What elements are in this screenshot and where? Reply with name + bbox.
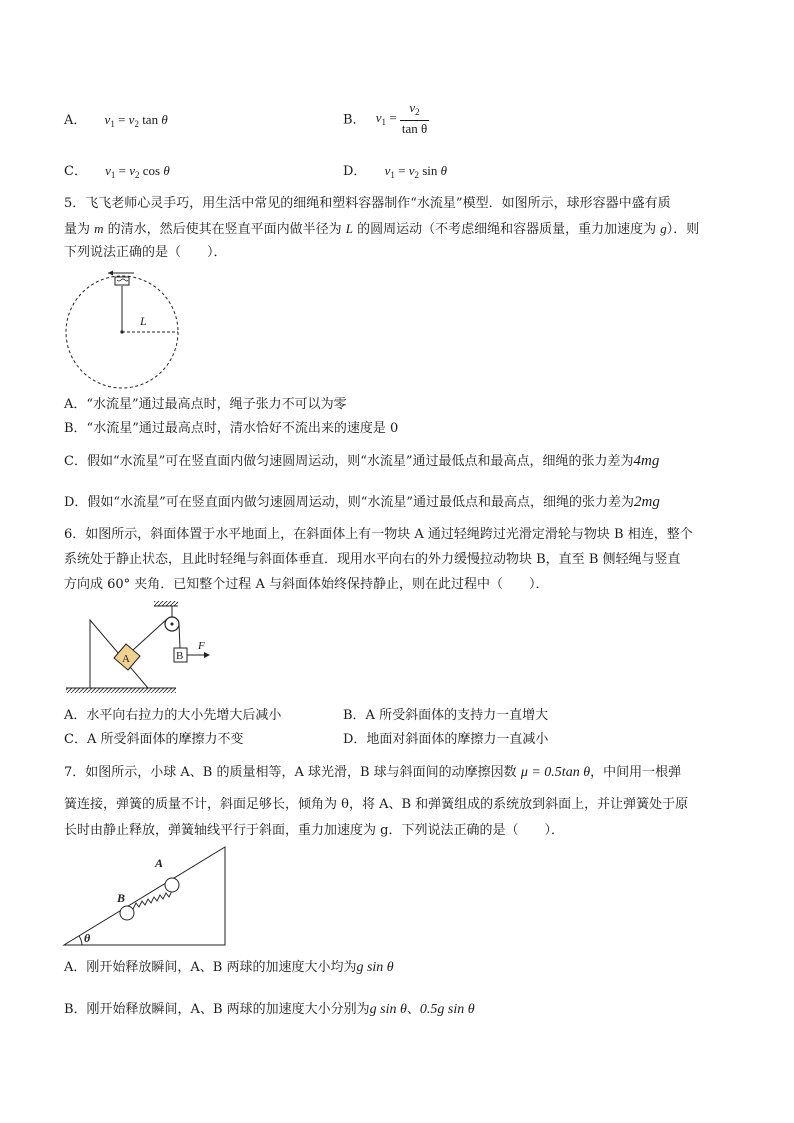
q7-option-b: B．刚开始释放瞬间，A、B 两球的加速度大小分别为g sin θ、0.5g sin θ: [64, 1002, 475, 1017]
q7-stem-line1: 7．如图所示，小球 A、B 的质量相等，A 球光滑，B 球与斜面间的动摩擦因数 μ = 0.5tan θ，中间用一根弹: [64, 765, 682, 780]
force-arrow-icon: [187, 652, 210, 658]
q4-option-c: [64, 160, 170, 180]
math-expression: $v_1$ =: [375, 109, 400, 127]
svg-text:B: B: [176, 650, 184, 662]
q6-option-a: A．水平向右拉力的大小先增大后减小: [64, 708, 282, 723]
container-icon: [115, 277, 129, 285]
q6-stem-line1: 6．如图所示，斜面体置于水平地面上，在斜面体上有一物块 A 通过轻绳跨过光滑定滑轮与物块 B 相连，整个: [64, 527, 693, 542]
ground: [66, 688, 176, 693]
incline-pulley-figure: [64, 600, 224, 700]
q5-option-d: D．假如“水流星”可在竖直面内做匀速圆周运动，则“水流星”通过最低点和最高点，细绳的张力差为2mg: [64, 494, 660, 510]
q5-option-b: B．“水流星”通过最高点时，清水恰好不流出来的速度是 0: [64, 421, 399, 436]
q5-stem-line2: 量为 m 的清水，然后使其在竖直平面内做半径为 L 的圆周运动（不考虑细绳和容器质量，重力加速度为 g）．则: [64, 221, 700, 237]
q6-option-c: C．A 所受斜面体的摩擦力不变: [64, 732, 244, 747]
center-point: [120, 330, 123, 333]
math-expression: $v_1 = v_2$ sin θ: [384, 163, 448, 180]
option-label: B．: [343, 112, 366, 128]
rope-b: [179, 624, 180, 648]
q6-stem-line2: 系统处于静止状态，且此时轻绳与斜面体垂直．现用水平向右的外力缓慢拉动物块 B，直至 B 侧轻绳与竖直: [64, 552, 681, 567]
q4-option-a: [64, 109, 168, 129]
q5-stem-line1: 5．飞飞老师心灵手巧，用生活中常见的细绳和塑料容器制作“水流星”模型．如图所示，球形容器中盛有质: [64, 196, 671, 211]
math-expression: $v_1 = v_2$ tan θ: [104, 112, 168, 129]
svg-text:A: A: [122, 653, 130, 665]
block-b: [174, 648, 187, 662]
option-label: C．: [64, 164, 87, 179]
q5-option-c: C．假如“水流星”可在竖直面内做匀速圆周运动，则“水流星”通过最低点和最高点，细绳的张力差为4mg: [64, 453, 660, 469]
q5-stem-line3: 下列说法正确的是（ ）．: [64, 245, 227, 260]
ball-a: [165, 878, 179, 892]
ceiling: [154, 601, 178, 606]
q6-option-d: D．地面对斜面体的摩擦力一直减小: [343, 732, 549, 747]
radius-label: L: [140, 314, 147, 328]
water-meteor-figure: [60, 268, 190, 393]
velocity-arrow-icon: [108, 271, 134, 276]
q6-option-b: B．A 所受斜面体的支持力一直增大: [343, 708, 549, 723]
option-label: A．: [64, 113, 87, 128]
force-label: F: [198, 640, 205, 652]
q4-option-d: [343, 160, 447, 180]
q7-stem-line3: 长时由静止释放，弹簧轴线平行于斜面，重力加速度为 g．下列说法正确的是（ ）．: [64, 823, 564, 838]
q7-option-a: A．刚开始释放瞬间，A、B 两球的加速度大小均为g sin θ: [64, 960, 394, 975]
math-expression: $v_1 = v_2$ cos θ: [105, 163, 170, 180]
option-label: D．: [343, 164, 367, 179]
q4-option-b: [343, 100, 429, 136]
q7-stem-line2: 簧连接，弹簧的质量不计，斜面足够长，倾角为 θ，将 A、B 和弹簧组成的系统放到斜面上，并让弹簧处于原: [64, 797, 689, 812]
ball-b: [120, 906, 134, 920]
q6-stem-line3: 方向成 60° 夹角．已知整个过程 A 与斜面体始终保持静止，则在此过程中（ ）．: [64, 577, 549, 592]
incline-spring-figure: [62, 845, 232, 950]
ball-b-label: B: [117, 891, 126, 905]
ball-a-label: A: [155, 856, 164, 870]
fraction: $\frac{v_2}{\text{tan θ}}$: [401, 100, 428, 136]
q5-option-a: A．“水流星”通过最高点时，绳子张力不可以为零: [64, 397, 347, 412]
angle-label: θ: [84, 931, 91, 945]
rope-a: [133, 619, 167, 650]
